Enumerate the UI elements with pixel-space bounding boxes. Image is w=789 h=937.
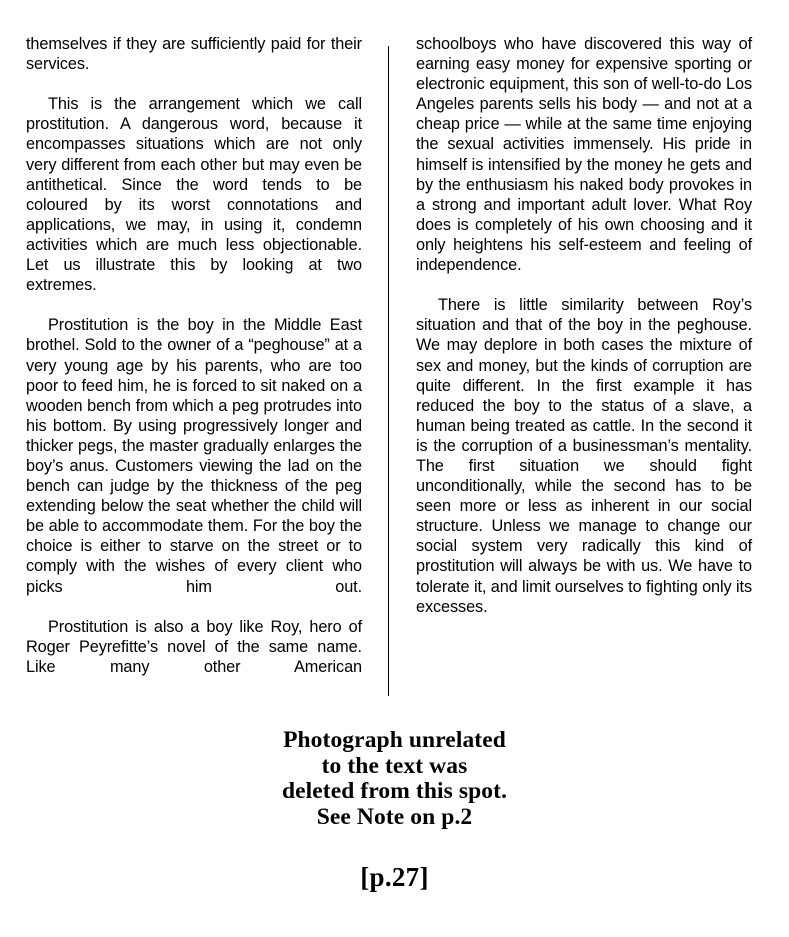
note-line: to the text was (321, 752, 468, 779)
deleted-photo-note (0, 728, 789, 830)
note-line: deleted from this spot. (281, 778, 508, 804)
column-divider-rule (388, 46, 389, 696)
paragraph: This is the arrangement which we call prostitution. A dangerous word, because it encompasses situations which are not only very different from each other but may even be antithetical. Since the word tends to be coloured by its worst connotations and applications, we may, in using it, condemn activities which are much less objectionable. Let us illustrate this by looking at two extremes. (26, 95, 362, 295)
text-column-left (26, 34, 362, 697)
paragraph: There is little similarity between Roy’s situation and that of the boy in the peghouse. We may deplore in both cases the mixture of sex and money, but the kinds of corruption are quite different. In the first example it has reduced the boy to the status of a slave, a human being treated as cattle. In the second it is the corruption of a businessman’s mentality. The first situation we should fight unconditionally, while the second has to be seen more or less as inherent in our social structure. Unless we manage to change our social system very radically this kind of prostitution will always be with us. We have to tolerate it, and limit ourselves to fighting only its excesses. (416, 296, 752, 616)
paragraph: schoolboys who have discovered this way of earning easy money for expensive sporting or electronic equipment, this son of well-to-do Los Angeles parents sells his body — and not at a cheap price — while at the same time enjoying the sexual activities immensely. His pride in himself is intensified by the money he gets and by the enthusiasm his naked body provokes in a strong and important adult lover. What Roy does is completely of his own choosing and it only heightens his self-esteem and feeling of independence. (416, 35, 752, 275)
paragraph: Prostitution is the boy in the Middle East brothel. Sold to the owner of a “peghouse” at a very young age by his parents, who are too poor to feed him, he is forced to sit naked on a wooden bench from which a peg protrudes into his bottom. By using progressively longer and thicker pegs, the master gradually enlarges the boy’s anus. Customers viewing the lad on the bench can judge by the thickness of the peg extending below the seat whether the child will be able to accommodate them. For the boy the choice is either to starve on the street or to comply with the wishes of every client who picks him out. (26, 316, 362, 596)
note-line: See Note on p.2 (316, 803, 473, 830)
paragraph: Prostitution is also a boy like Roy, hero of Roger Peyrefitte’s novel of the same name. Like many other American (26, 617, 362, 676)
paragraph: themselves if they are sufficiently paid for their services. (26, 35, 362, 74)
text-column-right (416, 34, 752, 637)
page-number: [p.27] (360, 862, 429, 892)
note-line: Photograph unrelated (283, 727, 506, 753)
